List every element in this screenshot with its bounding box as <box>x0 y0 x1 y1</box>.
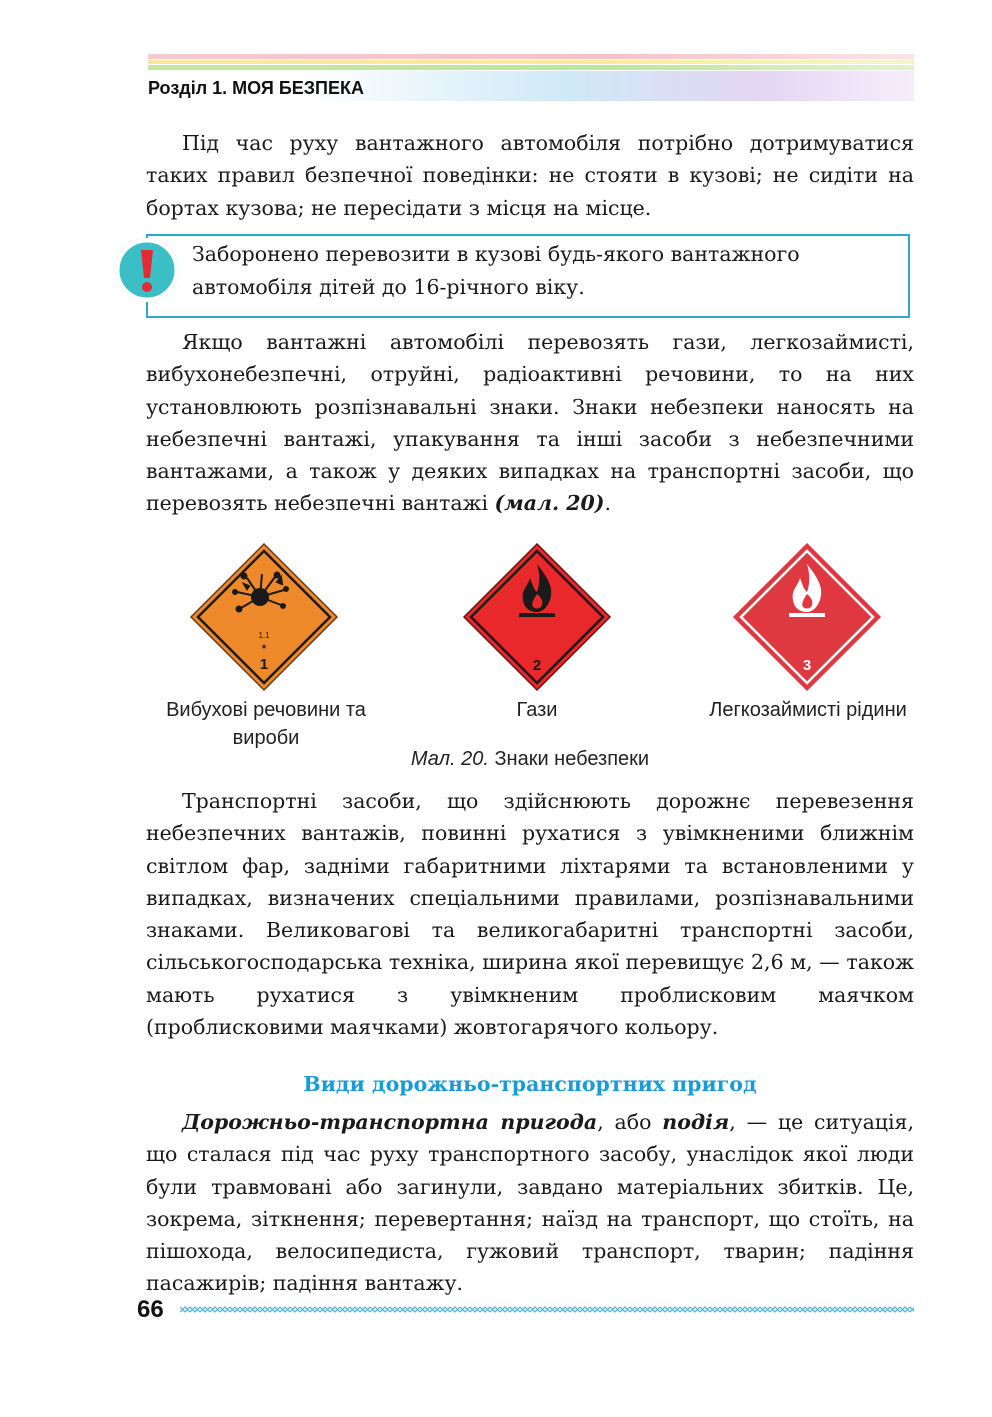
term-accident: Дорожньо-транспортна пригода <box>182 1110 598 1134</box>
figure-reference: (мал. 20) <box>494 491 605 516</box>
sign-label-explosives: Вибухові речовини та вироби <box>166 699 366 749</box>
hazard-sign-explosives <box>189 542 339 692</box>
hazard-sign-flammable-liquids <box>732 542 882 692</box>
text-connector: , або <box>597 1110 663 1134</box>
sign-label-flammable-liquids: Легкозаймисті рідини <box>709 699 907 721</box>
sign-class-number: 2 <box>532 657 542 674</box>
paragraph-hazard-text: Якщо вантажні автомобілі перевозять гази, легкозаймисті, вибухонебезпечні, отруйні, радіоактивні речовини, то на них установлюють розпізнавальні знаки. Знаки небезпеки наносять на небезпечні вантажі, упакування та інші засоби з небезпечними вантажами, а також у деяких випадках на транспортні засоби, що перевозять небезпечні вантажі <box>146 330 914 516</box>
definition-text: , — це ситуація, що сталася під час руху транспортного засобу, унаслідок якої люди були травмовані або загинули, завдано матеріальних збитків. Це, зокрема, зіткнення; перевертання; наїзд на транспорт, що стоїть, на пішохода, велосипедиста, гужовий транспорт, тварин; падіння пасажирів; падіння вантажу. <box>146 1110 914 1296</box>
sign-class-number: 3 <box>802 657 812 674</box>
section-title: Розділ 1. МОЯ БЕЗПЕКА <box>148 78 364 98</box>
warning-text: Заборонено перевозити в кузові будь-якого вантажного автомобіля дітей до 16-річного віку. <box>192 242 800 299</box>
figure-caption-text: Знаки небезпеки <box>488 748 650 770</box>
sign-star: * <box>261 643 267 655</box>
paragraph-hazard-signs <box>146 326 914 520</box>
exclamation-icon <box>115 238 179 302</box>
figure-number: Мал. 20. <box>410 748 489 770</box>
sign-class-number: 1 <box>259 656 269 673</box>
paragraph-accident-definition <box>146 1106 914 1300</box>
hazard-sign-gases <box>462 542 612 692</box>
paragraph-vehicle-lights: Транспортні засоби, що здійснюють дорожнє перевезення небезпечних вантажів, повинні рухатися з увімкненими ближнім світлом фар, задніми габаритними ліхтарями та встановленими у випадках, визначених спеціальними правилами, розпізнавальними знаками. Великовагові та великогабаритні транспортні засоби, сільськогосподарська техніка, ширина якої перевищує 2,6 м, — також мають рухатися з увімкненим проблисковим маячком (проблисковими маячками) жовтогарячого кольору. <box>146 789 914 1040</box>
term-event: подія <box>662 1110 730 1134</box>
sign-sub-label: 1.1 <box>258 631 270 640</box>
subheading-accident-types: Види дорожньо-транспортних пригод <box>303 1072 757 1096</box>
figure-caption <box>0 748 992 771</box>
page-number: 66 <box>137 1296 164 1323</box>
sign-label-gases: Гази <box>516 699 558 721</box>
paragraph-truck-rules: Під час руху вантажного автомобіля потрібно дотримуватися таких правил безпечної поведінки: не стояти в кузові; не сидіти на бортах кузова; не пересідати з місця на місце. <box>146 131 914 220</box>
paragraph-end: . <box>604 491 612 516</box>
footer-zigzag-decoration <box>180 1303 914 1317</box>
